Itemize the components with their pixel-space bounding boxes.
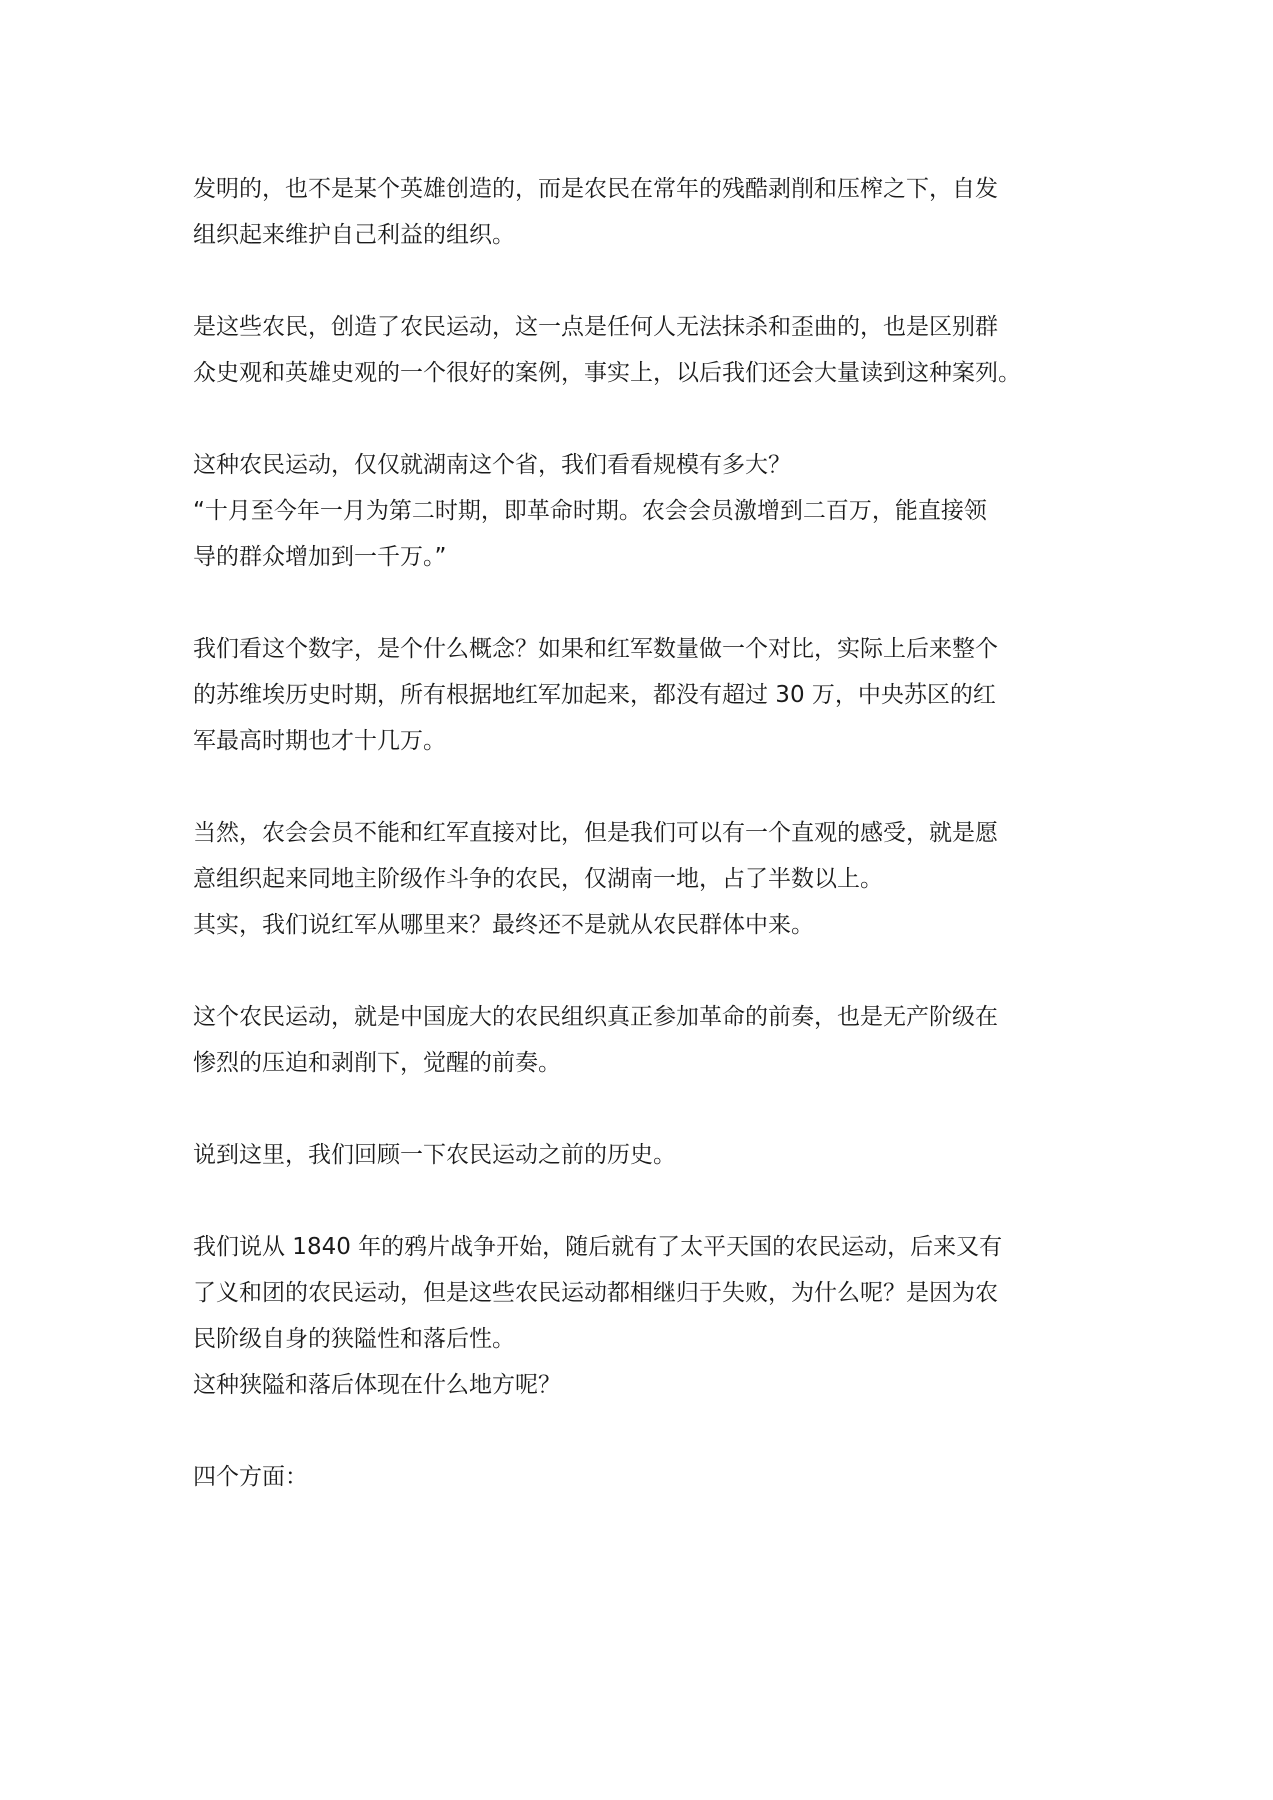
text-line: 组织起来维护自己利益的组织。 [193, 222, 515, 248]
text-line: 这种农民运动，仅仅就湖南这个省，我们看看规模有多大？ [193, 452, 791, 478]
text-line: 我们看这个数字，是个什么概念？如果和红军数量做一个对比，实际上后来整个 [193, 636, 998, 662]
paragraph-2 [193, 304, 1088, 396]
text-line: 军最高时期也才十几万。 [193, 728, 446, 754]
text-line: 意组织起来同地主阶级作斗争的农民，仅湖南一地，占了半数以上。 [193, 866, 883, 892]
paragraph-3 [193, 442, 1088, 580]
paragraph-9 [193, 1454, 1088, 1500]
text-line: 我们说从 1840 年的鸦片战争开始，随后就有了太平天国的农民运动，后来又有 [193, 1234, 1003, 1260]
text-line: 是这些农民，创造了农民运动，这一点是任何人无法抹杀和歪曲的，也是区别群 [193, 314, 998, 340]
text-line: 说到这里，我们回顾一下农民运动之前的历史。 [193, 1142, 676, 1168]
paragraph-1 [193, 166, 1088, 258]
paragraph-gap [193, 764, 1088, 810]
paragraph-gap [193, 1408, 1088, 1454]
text-line: “十月至今年一月为第二时期，即革命时期。农会会员激增到二百万，能直接领 [193, 498, 987, 524]
text-line: 了义和团的农民运动，但是这些农民运动都相继归于失败，为什么呢？是因为农 [193, 1280, 998, 1306]
paragraph-8 [193, 1224, 1088, 1408]
paragraph-gap [193, 396, 1088, 442]
paragraph-4 [193, 626, 1088, 764]
paragraph-gap [193, 1178, 1088, 1224]
text-line: 众史观和英雄史观的一个很好的案例，事实上，以后我们还会大量读到这种案列。 [193, 360, 1021, 386]
text-line: 的苏维埃历史时期，所有根据地红军加起来，都没有超过 30 万，中央苏区的红 [193, 682, 996, 708]
text-line: 导的群众增加到一千万。” [193, 544, 447, 570]
text-line: 这个农民运动，就是中国庞大的农民组织真正参加革命的前奏，也是无产阶级在 [193, 1004, 998, 1030]
paragraph-gap [193, 580, 1088, 626]
text-line: 这种狭隘和落后体现在什么地方呢？ [193, 1372, 561, 1398]
paragraph-7 [193, 1132, 1088, 1178]
paragraph-gap [193, 948, 1088, 994]
document-body [193, 166, 1088, 1500]
text-line: 其实，我们说红军从哪里来？最终还不是就从农民群体中来。 [193, 912, 814, 938]
text-line: 当然，农会会员不能和红军直接对比，但是我们可以有一个直观的感受，就是愿 [193, 820, 998, 846]
text-line: 民阶级自身的狭隘性和落后性。 [193, 1326, 515, 1352]
paragraph-gap [193, 258, 1088, 304]
text-line: 四个方面： [193, 1464, 308, 1490]
paragraph-gap [193, 1086, 1088, 1132]
paragraph-6 [193, 994, 1088, 1086]
text-line: 发明的，也不是某个英雄创造的，而是农民在常年的残酷剥削和压榨之下，自发 [193, 176, 998, 202]
paragraph-5 [193, 810, 1088, 948]
text-line: 惨烈的压迫和剥削下，觉醒的前奏。 [193, 1050, 561, 1076]
